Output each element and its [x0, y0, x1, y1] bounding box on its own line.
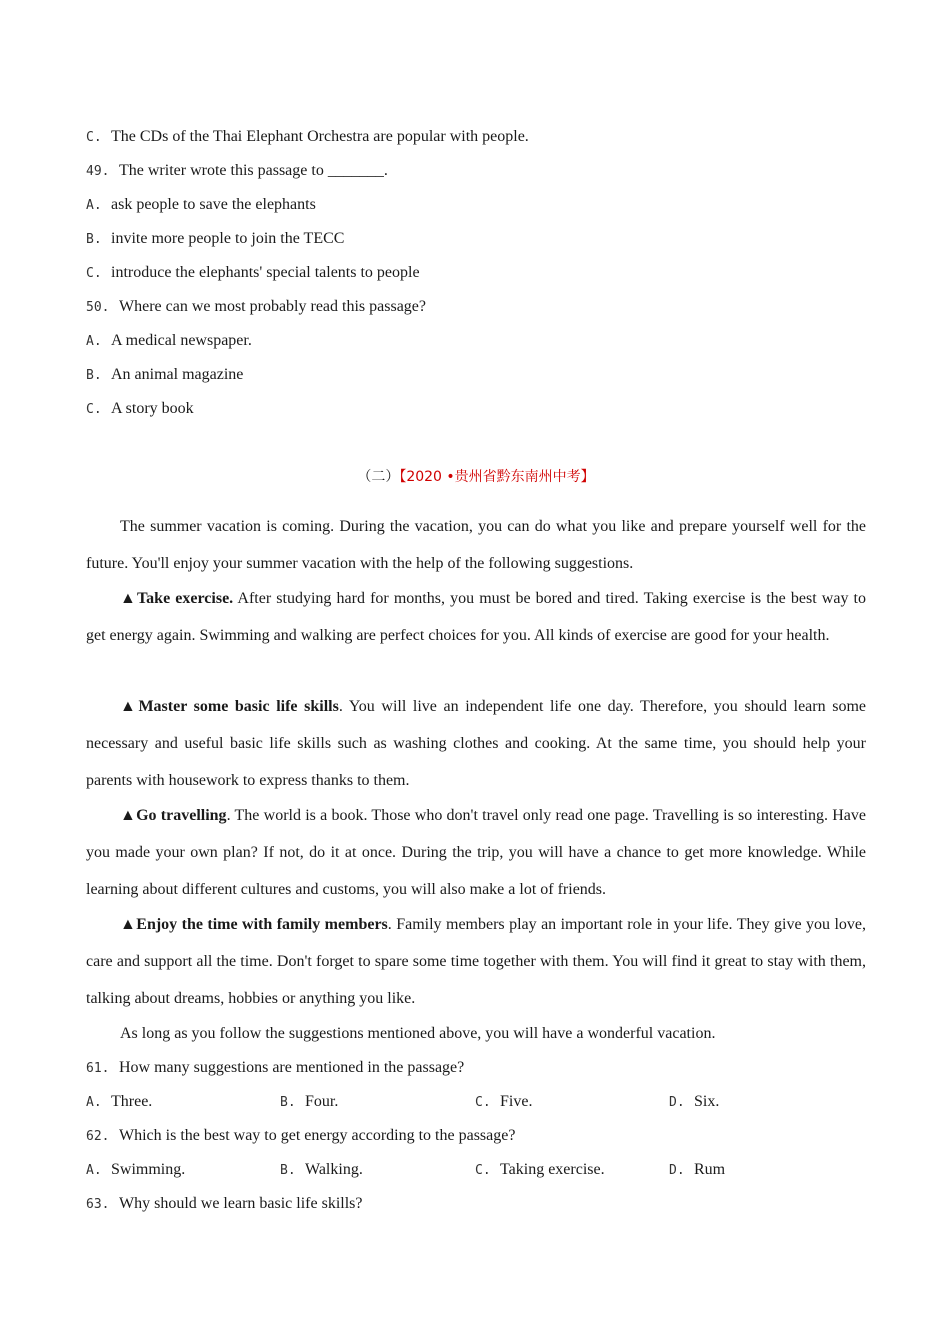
q61-option-b: [280, 1092, 338, 1113]
question-number: 61.: [86, 1061, 110, 1076]
triangle-marker-icon: ▲: [120, 590, 137, 607]
option-label: D.: [669, 1095, 685, 1110]
option-text: Swimming.: [111, 1161, 186, 1178]
triangle-marker-icon: ▲: [120, 698, 139, 715]
option-text: An animal magazine: [111, 366, 244, 383]
tip-take-exercise: [86, 580, 866, 654]
question-62: [86, 1126, 515, 1147]
q62-option-a: [86, 1160, 185, 1181]
triangle-marker-icon: ▲: [120, 807, 137, 824]
question-text: Why should we learn basic life skills?: [119, 1195, 363, 1212]
option-label: A.: [86, 334, 102, 349]
question-number: 63.: [86, 1197, 110, 1212]
tip-life-skills: [86, 688, 866, 799]
question-text: Where can we most probably read this passage?: [119, 298, 426, 315]
q62-option-b: [280, 1160, 363, 1181]
question-text: The writer wrote this passage to _______.: [119, 162, 388, 179]
q61-option-d: [669, 1092, 719, 1113]
q62-option-d: [669, 1160, 725, 1181]
tip-body: . The world is a book. Those who don't travel only read one page. Travelling is so interesting. Have you made your own plan? If not, do it at once. During the trip, you will have a chance to get more knowledge. While learning about different cultures and customs, you will also make a lot of friends.: [86, 807, 867, 898]
option-label: C.: [475, 1095, 491, 1110]
q50-option-a: [86, 331, 252, 352]
q50-option-c: [86, 399, 194, 420]
section-heading: [86, 467, 866, 487]
question-number: 50.: [86, 300, 110, 315]
q49-option-a: [86, 195, 316, 216]
tip-title: Take exercise.: [136, 590, 234, 607]
section-number: （二）: [357, 469, 400, 485]
option-text: introduce the elephants' special talents to people: [111, 264, 420, 281]
q62-option-c: [475, 1160, 605, 1181]
option-label: B.: [280, 1163, 296, 1178]
tip-go-travelling: [86, 797, 866, 908]
option-text: Three.: [111, 1093, 153, 1110]
option-text: Taking exercise.: [500, 1161, 605, 1178]
question-50: [86, 297, 426, 318]
q48-option-c: [86, 127, 529, 148]
option-label: A.: [86, 1095, 102, 1110]
passage-conclusion: As long as you follow the suggestions mentioned above, you will have a wonderful vacation.: [120, 1025, 716, 1042]
option-label: C.: [86, 266, 102, 281]
option-text: Five.: [500, 1093, 533, 1110]
option-text: Six.: [694, 1093, 720, 1110]
option-text: Walking.: [305, 1161, 363, 1178]
option-label: B.: [86, 232, 102, 247]
q50-option-b: [86, 365, 243, 386]
q61-option-a: [86, 1092, 152, 1113]
option-text: A story book: [111, 400, 194, 417]
option-text: ask people to save the elephants: [111, 196, 316, 213]
question-text: How many suggestions are mentioned in the passage?: [119, 1059, 465, 1076]
q61-option-c: [475, 1092, 532, 1113]
tip-title: Enjoy the time with family members: [136, 916, 388, 933]
source-label: 【2020 •贵州省黔东南州中考】: [399, 469, 595, 485]
question-number: 62.: [86, 1129, 110, 1144]
tip-body: . You will live an independent life one day. Therefore, you should learn some necessary and useful basic life skills such as washing clothes and cooking. At the same time, you should help your parents with housework to express thanks to them.: [86, 698, 866, 789]
question-63: [86, 1194, 363, 1215]
option-label: B.: [280, 1095, 296, 1110]
tip-body: After studying hard for months, you must be bored and tired. Taking exercise is the best way to get energy again. Swimming and walking are perfect choices for you. All kinds of exercise are good for your health.: [86, 590, 867, 644]
tip-body: . Family members play an important role in your life. They give you love, care and support all the time. Don't forget to spare some time together with them. You will find it great to stay with them, talking about dreams, hobbies or anything you like.: [86, 916, 866, 1007]
q49-option-c: [86, 263, 420, 284]
option-label: A.: [86, 1163, 102, 1178]
q62-options: [86, 1160, 866, 1180]
passage-intro: The summer vacation is coming. During the vacation, you can do what you like and prepare yourself well for the future. You'll enjoy your summer vacation with the help of the following suggestions.: [86, 518, 866, 572]
tip-title: Master some basic life skills: [138, 698, 339, 715]
option-label: B.: [86, 368, 102, 383]
option-text: invite more people to join the TECC: [111, 230, 345, 247]
q49-option-b: [86, 229, 344, 250]
option-label: C.: [86, 402, 102, 417]
option-label: C.: [86, 130, 102, 145]
question-number: 49.: [86, 164, 110, 179]
triangle-marker-icon: ▲: [120, 916, 137, 933]
question-49: [86, 161, 388, 182]
question-61: [86, 1058, 464, 1079]
tip-family-time: [86, 906, 866, 1017]
question-text: Which is the best way to get energy according to the passage?: [119, 1127, 516, 1144]
option-text: The CDs of the Thai Elephant Orchestra are popular with people.: [111, 128, 529, 145]
q61-options: [86, 1092, 866, 1112]
tip-title: Go travelling: [136, 807, 227, 824]
option-text: A medical newspaper.: [111, 332, 252, 349]
option-label: C.: [475, 1163, 491, 1178]
option-label: A.: [86, 198, 102, 213]
option-text: Four.: [305, 1093, 339, 1110]
option-text: Rum: [694, 1161, 726, 1178]
option-label: D.: [669, 1163, 685, 1178]
